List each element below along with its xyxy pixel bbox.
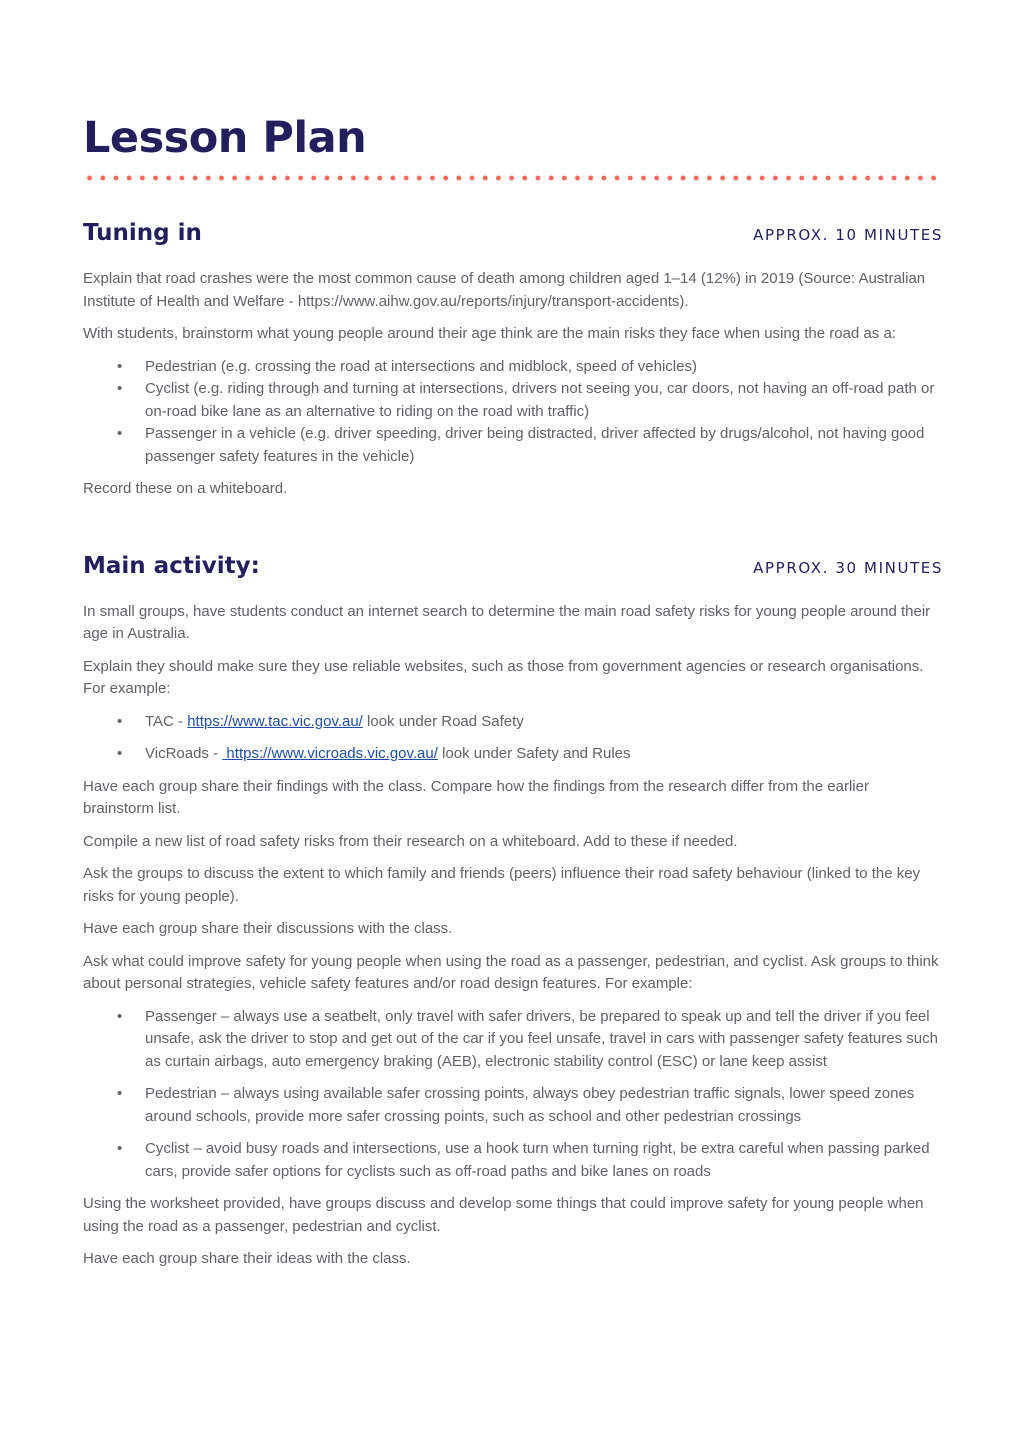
- section-duration: APPROX. 10 MINUTES: [753, 226, 943, 244]
- paragraph: Record these on a whiteboard.: [83, 480, 288, 497]
- section-title: Main activity:: [83, 552, 260, 579]
- list-item: • Pedestrian (e.g. crossing the road at intersections and midblock, speed of vehicles): [145, 356, 943, 379]
- bullet-list: [83, 1006, 943, 1184]
- vicroads-link[interactable]: https://www.vicroads.vic.gov.au/: [222, 745, 438, 762]
- link-prefix: TAC -: [145, 712, 188, 730]
- paragraph: In small groups, have students conduct an internet search to determine the main road safety risks for young people around their age in Australia.: [83, 602, 931, 642]
- bullet-list: [83, 356, 943, 469]
- list-item: • Pedestrian – always using available safer crossing points, always obey pedestrian traffic signals, lower speed zones around schools, provide more safer crossing points, such as school and other pedestrian crossings: [145, 1083, 943, 1128]
- link-prefix: VicRoads -: [145, 745, 223, 762]
- paragraph: Explain that road crashes were the most common cause of death among children aged 1–14 (12%) in 2019 (Source: Australian Institute of Health and Welfare - https://www.aihw.gov.au/reports/injury/transport-accidents).: [83, 270, 926, 310]
- link-suffix: look under Road Safety: [362, 712, 524, 730]
- section-main-activity: [83, 553, 943, 1271]
- paragraph: Have each group share their discussions with the class.: [83, 920, 453, 937]
- paragraph: Have each group share their findings with the class. Compare how the findings from the research differ from the earlier brainstorm list.: [83, 777, 869, 817]
- section-header: [83, 553, 943, 579]
- dotted-divider: [83, 174, 943, 182]
- section-tuning-in: [83, 220, 943, 501]
- lesson-plan-page: [83, 108, 943, 1281]
- tac-link[interactable]: https://www.tac.vic.gov.au/: [187, 712, 363, 730]
- link-list-item: [145, 711, 943, 734]
- paragraph: Compile a new list of road safety risks from their research on a whiteboard. Add to these if needed.: [83, 832, 738, 850]
- paragraph: Explain they should make sure they use reliable websites, such as those from government agencies or research organisations. For example:: [83, 657, 924, 697]
- paragraph: Ask the groups to discuss the extent to which family and friends (peers) influence their road safety behaviour (linked to the key risks for young people).: [83, 865, 921, 905]
- list-item: • Passenger in a vehicle (e.g. driver speeding, driver being distracted, driver affected by drugs/alcohol, not having good passenger safety features in the vehicle): [145, 423, 943, 468]
- paragraph: Have each group share their ideas with the class.: [83, 1250, 411, 1267]
- link-list: [83, 711, 943, 766]
- link-list-item: [145, 743, 943, 766]
- list-item: • Cyclist (e.g. riding through and turning at intersections, drivers not seeing you, car doors, not having an off-road path or on-road bike lane as an alternative to riding on the road with traffic): [145, 378, 943, 423]
- paragraph: Ask what could improve safety for young people when using the road as a passenger, pedestrian, and cyclist. Ask groups to think about personal strategies, vehicle safety features and/or road design features. For example:: [83, 952, 939, 992]
- paragraph: Using the worksheet provided, have groups discuss and develop some things that could improve safety for young people when using the road as a passenger, pedestrian and cyclist.: [83, 1195, 924, 1235]
- section-duration: APPROX. 30 MINUTES: [753, 558, 943, 577]
- link-suffix: look under Safety and Rules: [437, 745, 631, 762]
- paragraph: With students, brainstorm what young people around their age think are the main risks they face when using the road as a:: [83, 325, 896, 342]
- list-item: • Passenger – always use a seatbelt, only travel with safer drivers, be prepared to speak up and tell the driver if you feel unsafe, ask the driver to stop and get out of the car if you feel unsafe, travel in cars with passenger safety features such as curtain airbags, auto emergency braking (AEB), electronic stability control (ESC) or lane keep assist: [145, 1006, 943, 1074]
- section-header: [83, 220, 943, 246]
- list-item: • Cyclist – avoid busy roads and intersections, use a hook turn when turning right, be extra careful when passing parked cars, provide safer options for cyclists such as off-road paths and bike lanes on roads: [145, 1138, 943, 1183]
- section-title: Tuning in: [83, 220, 202, 246]
- page-title: Lesson Plan: [83, 113, 367, 163]
